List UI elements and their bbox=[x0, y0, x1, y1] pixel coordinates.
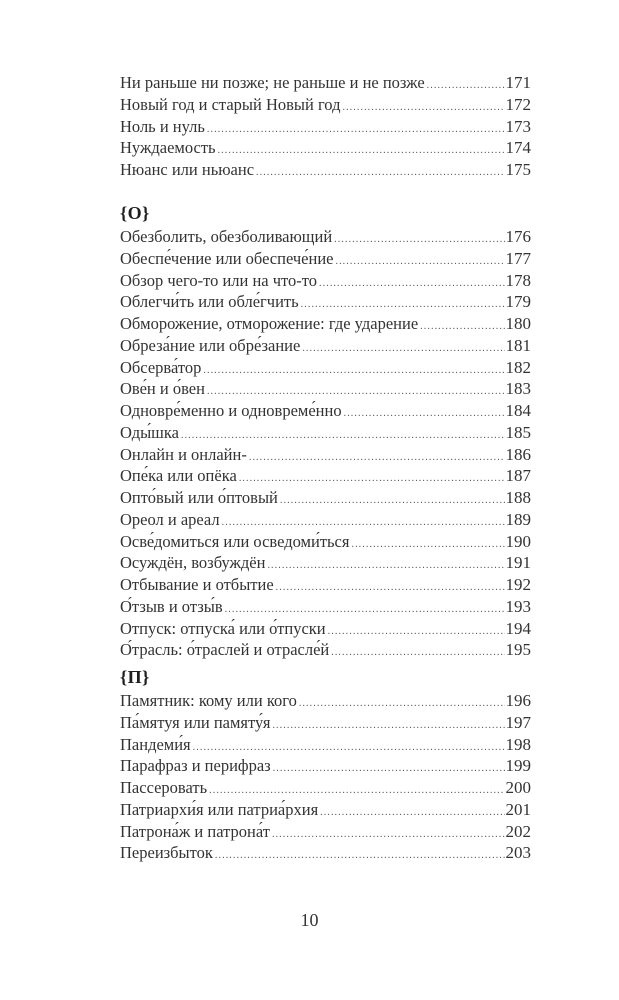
dot-leader bbox=[267, 555, 504, 574]
toc-entry[interactable] bbox=[120, 821, 531, 843]
dot-leader bbox=[342, 97, 504, 116]
toc-entry-page: 177 bbox=[505, 248, 531, 268]
toc-entry-page: 201 bbox=[505, 799, 531, 819]
toc-entry[interactable] bbox=[120, 734, 531, 756]
toc-entry-title: Обеспе́чение или обеспече́ние bbox=[120, 248, 334, 268]
toc-entry-title: Нюанс или ньюанс bbox=[120, 160, 255, 179]
toc-entry-page: 194 bbox=[505, 618, 531, 638]
toc-entry-page: 203 bbox=[505, 843, 531, 863]
toc-entry-title: Осуждён, возбуждён bbox=[120, 553, 266, 573]
toc-entry-title: Оды́шка bbox=[120, 422, 179, 442]
dot-leader bbox=[319, 273, 504, 292]
toc-entry[interactable] bbox=[120, 596, 531, 618]
dot-leader bbox=[239, 468, 505, 487]
toc-entry-title: Нуждаемость bbox=[120, 138, 216, 158]
toc-entry[interactable] bbox=[120, 509, 531, 531]
toc-entry[interactable] bbox=[120, 574, 531, 596]
toc-entry-title: Переизбыток bbox=[120, 843, 213, 863]
dot-leader bbox=[302, 338, 504, 357]
section-heading: {П} bbox=[120, 667, 150, 687]
dot-leader bbox=[335, 251, 504, 270]
toc-entry-title: Обсерва́тор bbox=[120, 357, 202, 377]
toc-section-n bbox=[120, 72, 531, 181]
toc-entry[interactable] bbox=[120, 72, 531, 94]
dot-leader bbox=[203, 360, 504, 379]
toc-entry[interactable] bbox=[120, 313, 531, 335]
toc-entry[interactable] bbox=[120, 226, 531, 248]
toc-entry[interactable] bbox=[120, 799, 531, 821]
toc-entry[interactable] bbox=[120, 842, 531, 864]
toc-entry[interactable] bbox=[120, 291, 531, 313]
toc-entry-page: 199 bbox=[505, 756, 531, 776]
toc-entry-title: Опто́вый или о́птовый bbox=[120, 488, 278, 507]
toc-entry[interactable] bbox=[120, 357, 531, 379]
toc-entry-title: Отпуск: отпуска́ или о́тпуски bbox=[120, 618, 326, 638]
toc-entry-title: Парафраз и перифраз bbox=[120, 756, 271, 776]
toc-entry[interactable] bbox=[120, 400, 531, 422]
toc-entry[interactable] bbox=[120, 378, 531, 400]
toc-entry[interactable] bbox=[120, 422, 531, 444]
toc-entry-page: 172 bbox=[505, 94, 531, 114]
toc-entry-page: 193 bbox=[505, 596, 531, 616]
toc-entry-title: Облегчи́ть или обле́гчить bbox=[120, 292, 299, 312]
toc-entry-title: О́трасль: о́траслей и отрасле́й bbox=[120, 640, 330, 660]
toc-entry-page: 184 bbox=[505, 401, 531, 420]
toc-entry-title: Ни раньше ни позже; не раньше и не позже bbox=[120, 73, 425, 92]
dot-leader bbox=[351, 534, 504, 553]
dot-leader bbox=[320, 802, 504, 821]
toc-entry-title: Патриархи́я или патриа́рхия bbox=[120, 799, 319, 819]
toc-entry[interactable] bbox=[120, 444, 531, 466]
toc-entry[interactable] bbox=[120, 755, 531, 777]
dot-leader bbox=[301, 294, 505, 313]
toc-entry-page: 176 bbox=[505, 227, 531, 246]
toc-entry-page: 197 bbox=[505, 712, 531, 732]
toc-entry[interactable] bbox=[120, 270, 531, 292]
toc-entry-title: Ноль и нуль bbox=[120, 116, 205, 136]
dot-leader bbox=[427, 75, 505, 94]
toc-entry-title: Пандеми́я bbox=[120, 734, 191, 754]
toc-entry-page: 191 bbox=[505, 553, 531, 573]
toc-entry[interactable] bbox=[120, 137, 531, 159]
toc-entry-title: О́тзыв и отзы́в bbox=[120, 596, 223, 616]
toc-entry-title: Пассеровать bbox=[120, 778, 208, 797]
toc-entry[interactable] bbox=[120, 465, 531, 487]
dot-leader bbox=[344, 403, 505, 422]
toc-entry[interactable] bbox=[120, 777, 531, 799]
dot-leader bbox=[334, 229, 504, 248]
toc-entry-page: 187 bbox=[505, 466, 531, 486]
toc-entry-page: 173 bbox=[505, 116, 531, 136]
toc-entry[interactable] bbox=[120, 116, 531, 138]
toc-entry-title: Ове́н и о́вен bbox=[120, 379, 205, 399]
toc-entry-title: Ореол и ареал bbox=[120, 509, 220, 529]
toc-entry-page: 171 bbox=[505, 73, 531, 92]
toc-entry-page: 179 bbox=[505, 292, 531, 312]
dot-leader bbox=[193, 737, 505, 756]
toc-entry-title: Осве́домиться или осведоми́ться bbox=[120, 531, 350, 551]
dot-leader bbox=[280, 490, 505, 509]
dot-leader bbox=[207, 119, 505, 138]
dot-leader bbox=[331, 642, 504, 661]
toc-entry[interactable] bbox=[120, 487, 531, 509]
toc-entry-title: Памятник: кому или кого bbox=[120, 691, 297, 710]
toc-entry[interactable] bbox=[120, 94, 531, 116]
dot-leader bbox=[328, 621, 505, 640]
toc-entry-page: 198 bbox=[505, 734, 531, 754]
toc-entry-page: 174 bbox=[505, 138, 531, 158]
toc-entry-title: Опе́ка или опёка bbox=[120, 466, 237, 486]
dot-leader bbox=[222, 512, 505, 531]
toc-entry-title: Обморожение, отморожение: где ударение bbox=[120, 314, 419, 333]
dot-leader bbox=[225, 599, 505, 618]
toc-entry-title: Одновре́менно и одновреме́нно bbox=[120, 401, 342, 420]
dot-leader bbox=[273, 758, 505, 777]
dot-leader bbox=[181, 425, 505, 444]
toc-entry-page: 186 bbox=[505, 444, 531, 464]
toc-entry-title: Онлайн и онлайн- bbox=[120, 444, 247, 464]
toc-entry[interactable] bbox=[120, 552, 531, 574]
toc-entry-page: 190 bbox=[505, 531, 531, 551]
dot-leader bbox=[420, 316, 504, 335]
toc-section-p bbox=[120, 666, 531, 864]
toc-section-o bbox=[120, 202, 531, 661]
toc-entry-page: 196 bbox=[505, 691, 531, 710]
dot-leader bbox=[249, 447, 505, 466]
toc-entry-title: Новый год и старый Новый год bbox=[120, 94, 341, 114]
toc-entry-page: 188 bbox=[505, 488, 531, 507]
toc-entry[interactable] bbox=[120, 335, 531, 357]
section-heading: {О} bbox=[120, 203, 150, 223]
dot-leader bbox=[218, 140, 505, 159]
toc-entry-page: 181 bbox=[505, 335, 531, 355]
toc-entry-title: Отбывание и отбытие bbox=[120, 575, 274, 594]
toc-entry[interactable] bbox=[120, 159, 531, 181]
toc-entry-page: 200 bbox=[505, 778, 531, 797]
dot-leader bbox=[276, 577, 505, 596]
dot-leader bbox=[299, 693, 505, 712]
dot-leader bbox=[209, 780, 504, 799]
toc-entry[interactable] bbox=[120, 618, 531, 640]
toc-entry-page: 185 bbox=[505, 422, 531, 442]
toc-entry-page: 202 bbox=[505, 821, 531, 841]
toc-entry[interactable] bbox=[120, 690, 531, 712]
page-number: 10 bbox=[300, 910, 319, 930]
toc-entry[interactable] bbox=[120, 639, 531, 661]
toc-entry-page: 183 bbox=[505, 379, 531, 399]
toc-entry-page: 180 bbox=[505, 314, 531, 333]
toc-entry-title: Обзор чего-то или на что-то bbox=[120, 270, 318, 290]
toc-entry-page: 195 bbox=[505, 640, 531, 660]
dot-leader bbox=[272, 715, 504, 734]
toc-entry-page: 175 bbox=[505, 160, 531, 179]
toc-entry-title: Па́мятуя или памяту́я bbox=[120, 712, 271, 732]
dot-leader bbox=[272, 824, 505, 843]
toc-entry-title: Обезболить, обезболивающий bbox=[120, 227, 333, 246]
toc-entry-page: 182 bbox=[505, 357, 531, 377]
toc-entry-page: 178 bbox=[505, 270, 531, 290]
toc-entry-title: Патрона́ж и патрона́т bbox=[120, 821, 270, 841]
dot-leader bbox=[256, 162, 504, 181]
toc-entry[interactable] bbox=[120, 531, 531, 553]
dot-leader bbox=[207, 381, 505, 400]
toc-entry-page: 192 bbox=[505, 575, 531, 594]
toc-entry[interactable] bbox=[120, 712, 531, 734]
toc-entry-title: Обреза́ние или обре́зание bbox=[120, 335, 301, 355]
toc-entry[interactable] bbox=[120, 248, 531, 270]
dot-leader bbox=[215, 845, 505, 864]
toc-entry-page: 189 bbox=[505, 509, 531, 529]
